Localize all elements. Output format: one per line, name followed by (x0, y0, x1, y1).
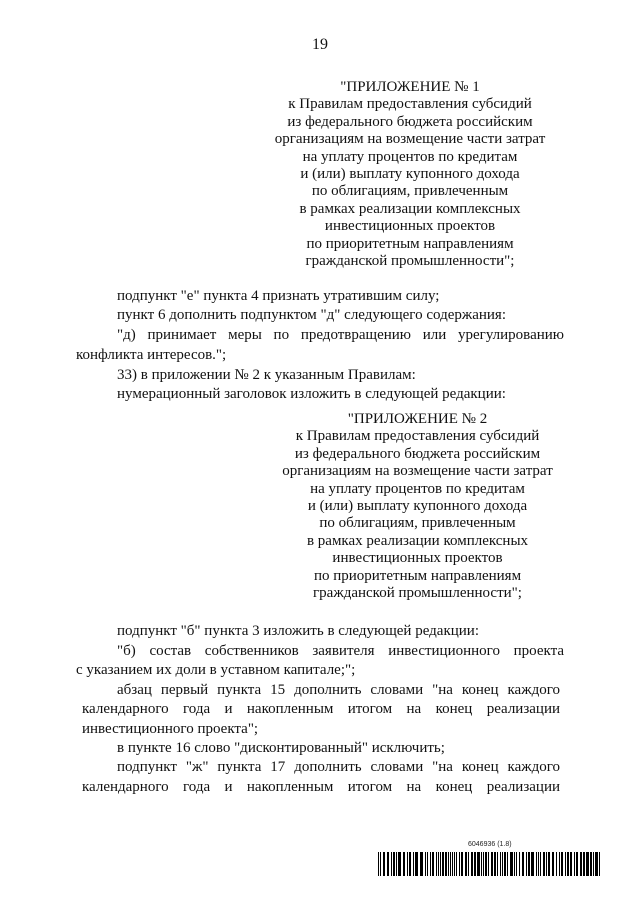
appendix-line: на уплату процентов по кредитам (310, 480, 525, 497)
appendix-line: инвестиционных проектов (332, 550, 503, 567)
appendix-line: гражданской промышленности"; (305, 253, 515, 270)
appendix-line: по облигациям, привлеченным (319, 515, 516, 532)
appendix-line: в рамках реализации комплексных (306, 532, 529, 549)
paragraph: 33) в приложении № 2 к указанным Правилам: (117, 367, 416, 383)
barcode-image (378, 852, 602, 876)
appendix-line: по приоритетным направлениям (313, 567, 522, 584)
appendix-2-heading (265, 411, 570, 602)
appendix-line: в рамках реализации комплексных (299, 200, 521, 217)
appendix-line: к Правилам предоставления субсидий (295, 428, 540, 445)
paragraph: пункт 6 дополнить подпунктом "д" следующего содержания: (117, 307, 506, 323)
appendix-line: "ПРИЛОЖЕНИЕ № 2 (347, 411, 488, 427)
page-number: 19 (312, 36, 328, 53)
appendix-line: организациям на возмещение части затрат (282, 463, 553, 480)
appendix-line: организациям на возмещение части затрат (274, 131, 546, 148)
appendix-line: на уплату процентов по кредитам (302, 148, 518, 165)
appendix-line: по облигациям, привлеченным (311, 183, 509, 200)
paragraph: календарного года и накопленным итогом на конец реализации (82, 779, 560, 795)
appendix-line: из федерального бюджета российским (294, 445, 541, 462)
barcode-label: 6046936 (1.8) (468, 841, 512, 848)
appendix-line: и (или) выплату купонного дохода (300, 166, 520, 183)
appendix-line: и (или) выплату купонного дохода (307, 498, 528, 515)
paragraph: нумерационный заголовок изложить в следующей редакции: (117, 386, 506, 402)
appendix-line: инвестиционных проектов (324, 218, 496, 235)
paragraph: абзац первый пункта 15 дополнить словами "на конец каждого (117, 682, 560, 698)
paragraph: "д) принимает меры по предотвращению или урегулированию (117, 327, 564, 343)
paragraph: подпункт "б" пункта 3 изложить в следующей редакции: (117, 623, 479, 639)
appendix-line: к Правилам предоставления субсидий (288, 96, 532, 113)
appendix-line: "ПРИЛОЖЕНИЕ № 1 (340, 79, 480, 95)
paragraph: инвестиционного проекта"; (82, 721, 259, 737)
paragraph: "б) состав собственников заявителя инвестиционного проекта (117, 643, 564, 659)
paragraph: в пункте 16 слово "дисконтированный" исключить; (117, 740, 445, 756)
appendix-1-heading (260, 79, 560, 270)
paragraph: подпункт "ж" пункта 17 дополнить словами "на конец каждого (117, 759, 560, 775)
appendix-line: гражданской промышленности"; (313, 585, 522, 602)
paragraph: подпункт "е" пункта 4 признать утратившим силу; (117, 288, 440, 304)
paragraph: календарного года и накопленным итогом на конец реализации (82, 701, 560, 717)
paragraph: с указанием их доли в уставном капитале;"; (76, 662, 356, 678)
appendix-line: из федерального бюджета российским (287, 113, 533, 130)
paragraph: конфликта интересов."; (76, 347, 227, 363)
appendix-line: по приоритетным направлениям (306, 235, 514, 252)
